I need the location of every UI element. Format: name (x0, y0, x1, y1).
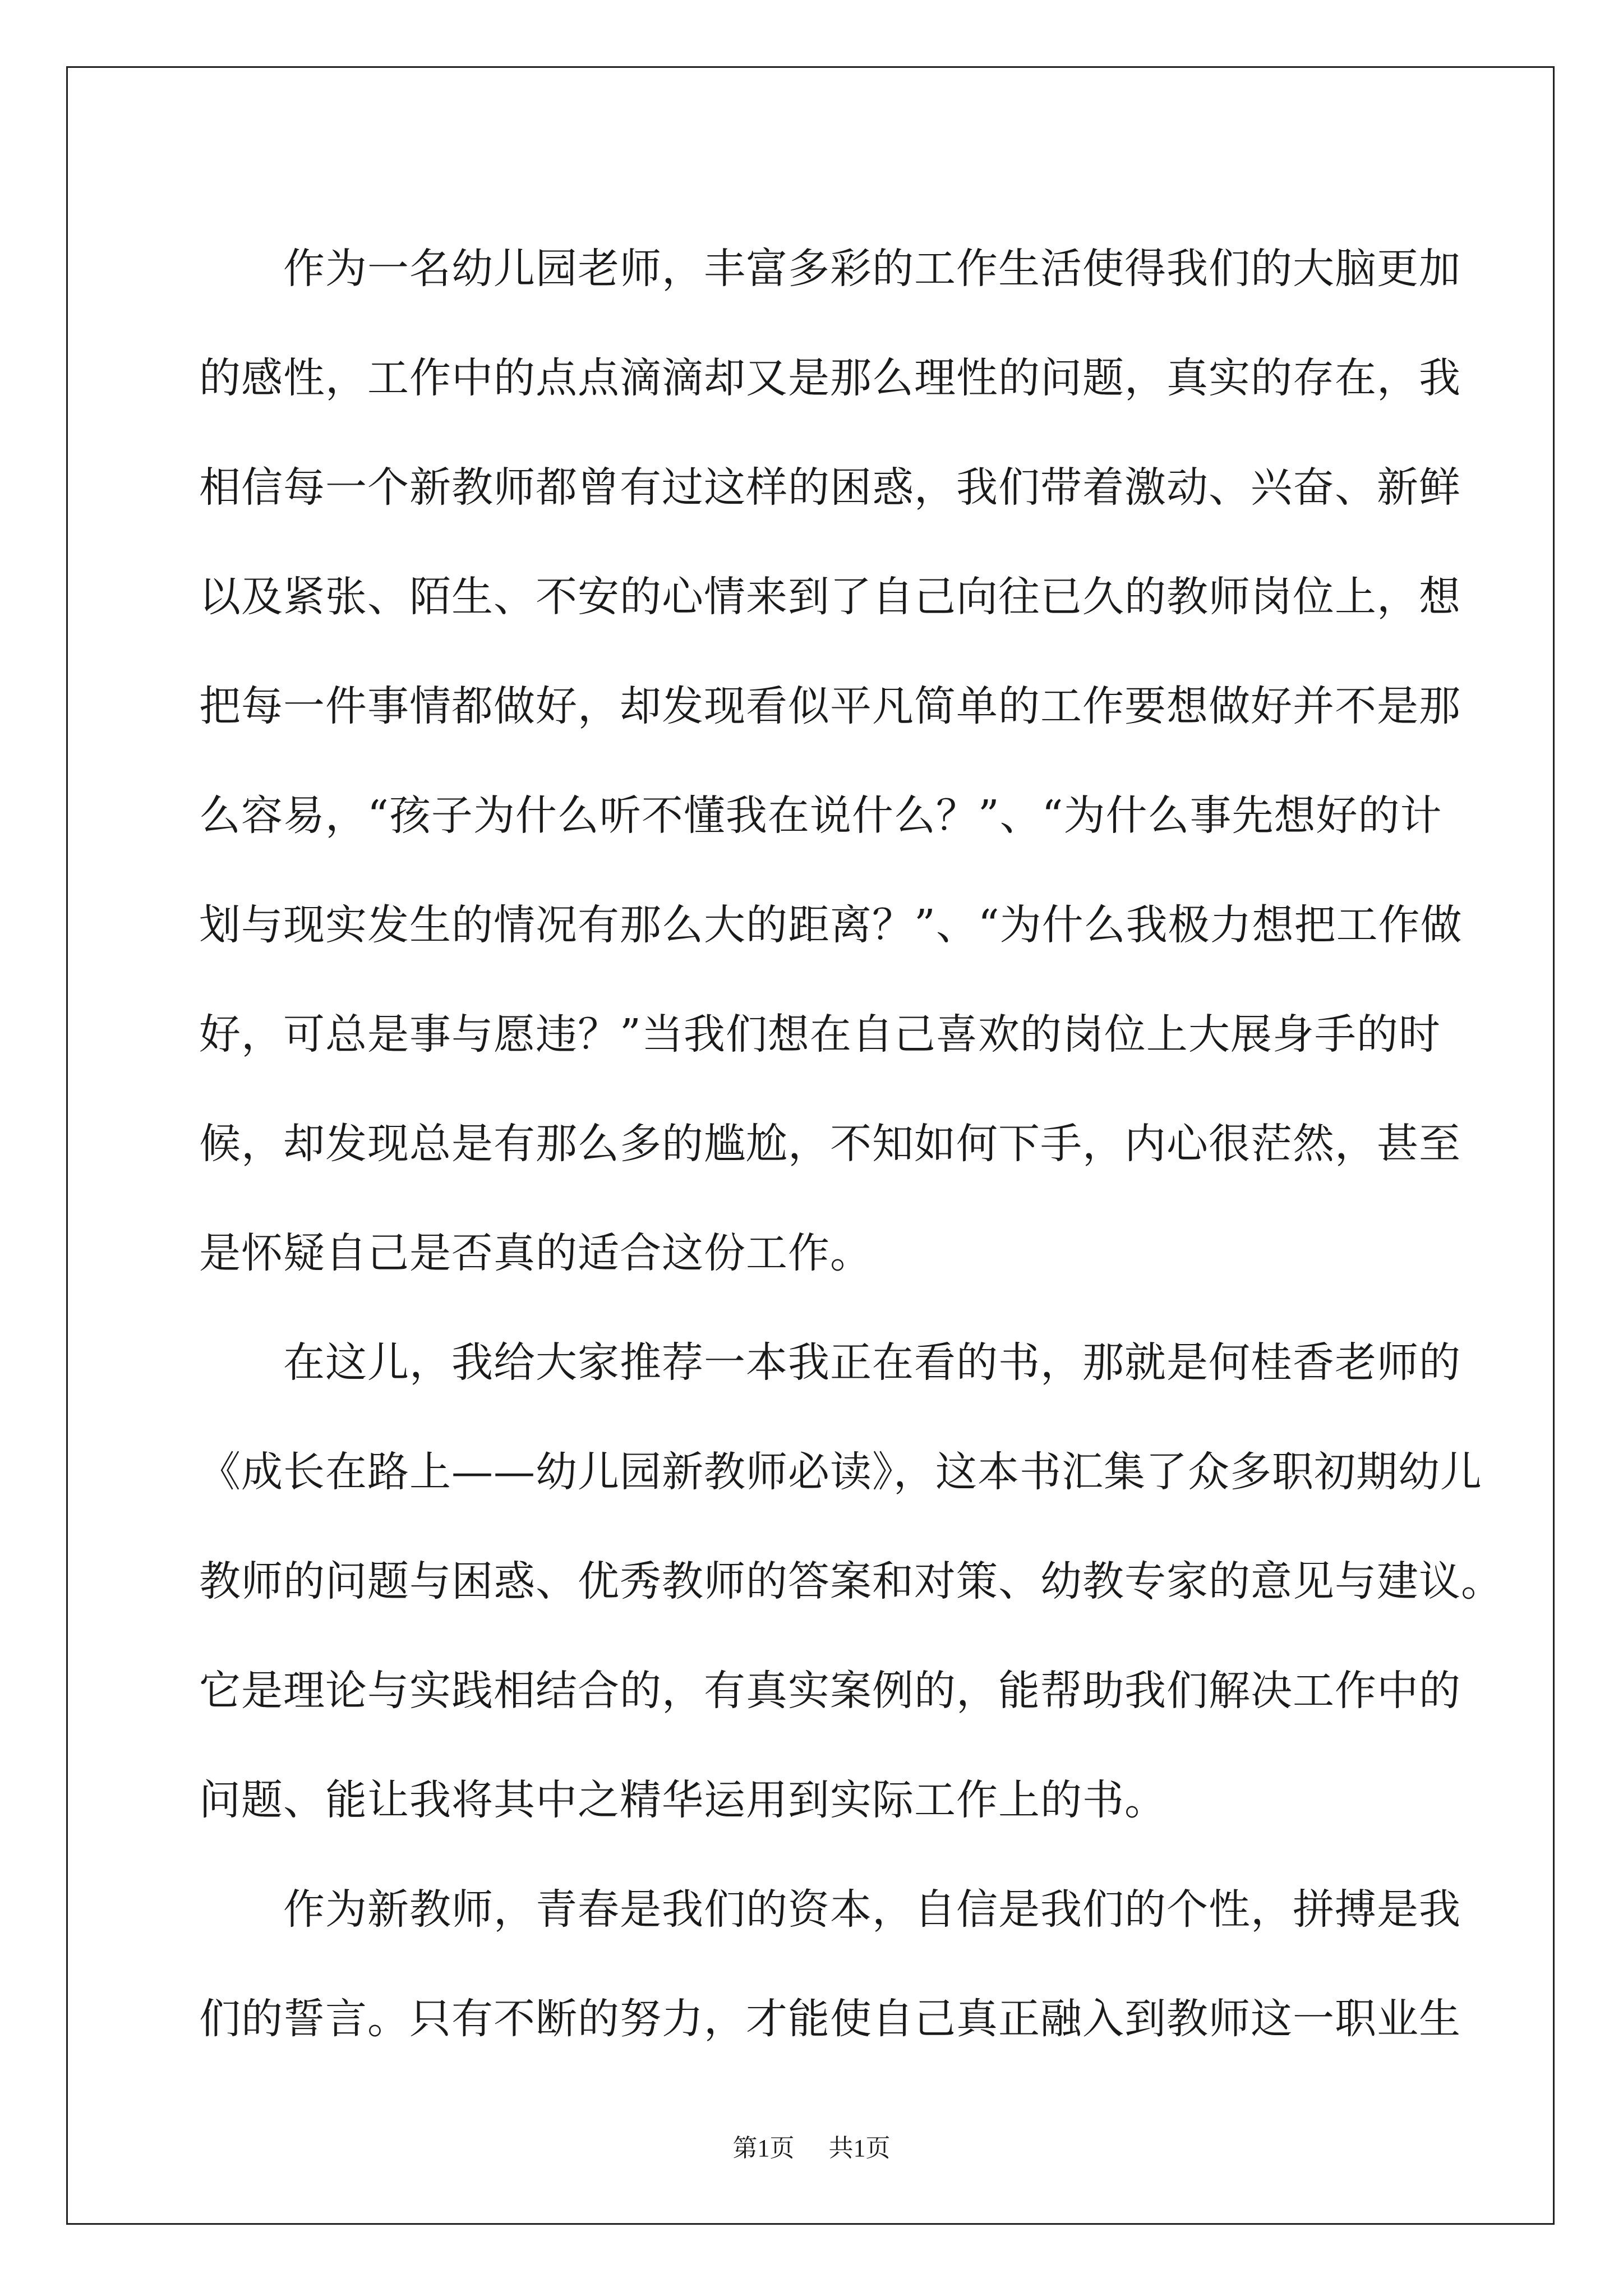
text-line: 《成长在路上——幼儿园新教师必读》，这本书汇集了众多职初期幼儿 (199, 1448, 1482, 1496)
text-line: 作为一名幼儿园老师，丰富多彩的工作生活使得我们的大脑更加 (199, 245, 1461, 293)
text-line: 们的誓言。只有不断的努力，才能使自己真正融入到教师这一职业生 (199, 1995, 1461, 2043)
page-total: 共1页 (828, 2134, 891, 2162)
text-line: 划与现实发生的情况有那么大的距离？”、“为什么我极力想把工作做 (199, 901, 1463, 949)
text-line: 问题、能让我将其中之精华运用到实际工作上的书。 (199, 1776, 1166, 1824)
text-line: 它是理论与实践相结合的，有真实案例的，能帮助我们解决工作中的 (199, 1667, 1461, 1715)
text-line: 以及紧张、陌生、不安的心情来到了自己向往已久的教师岗位上，想 (199, 573, 1461, 621)
text-line: 好，可总是事与愿违？”当我们想在自己喜欢的岗位上大展身手的时 (199, 1010, 1441, 1059)
text-line: 教师的问题与困惑、优秀教师的答案和对策、幼教专家的意见与建议。 (199, 1557, 1503, 1605)
text-line: 把每一件事情都做好，却发现看似平凡简单的工作要想做好并不是那 (199, 682, 1461, 730)
page-number: 第1页 (732, 2134, 795, 2162)
text-line: 相信每一个新教师都曾有过这样的困惑，我们带着激动、兴奋、新鲜 (199, 463, 1461, 512)
page-footer (0, 2132, 1623, 2165)
text-line: 在这儿，我给大家推荐一本我正在看的书，那就是何桂香老师的 (199, 1338, 1461, 1387)
text-line: 候，却发现总是有那么多的尴尬，不知如何下手，内心很茫然，甚至 (199, 1120, 1461, 1168)
text-line: 是怀疑自己是否真的适合这份工作。 (199, 1229, 872, 1277)
document-body (199, 214, 1503, 2074)
text-line: 的感性，工作中的点点滴滴却又是那么理性的问题，真实的存在，我 (199, 354, 1461, 402)
text-line: 作为新教师，青春是我们的资本，自信是我们的个性，拼搏是我 (199, 1885, 1461, 1934)
text-line: 么容易，“孩子为什么听不懂我在说什么？”、“为什么事先想好的计 (199, 792, 1442, 840)
